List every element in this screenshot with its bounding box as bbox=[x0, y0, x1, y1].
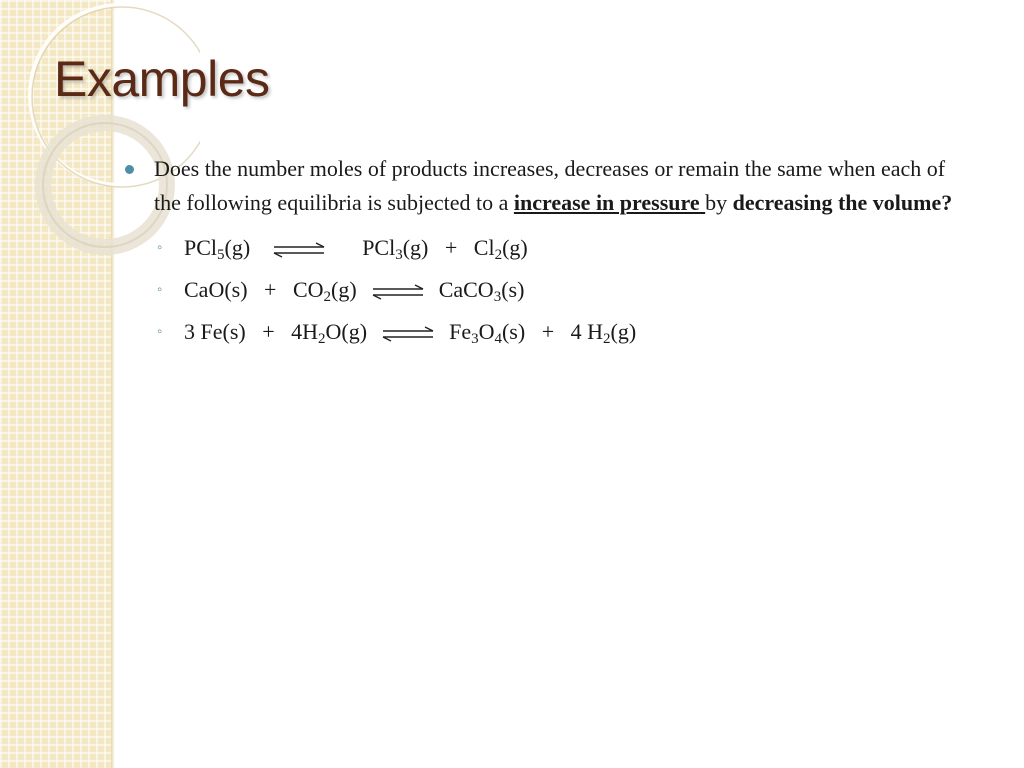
sub-bullet-icon: ◦ bbox=[157, 282, 163, 298]
subscript: 4 bbox=[494, 331, 502, 347]
equilibrium-arrow-icon bbox=[272, 235, 326, 260]
formula-text: (s) bbox=[501, 319, 526, 344]
sub-bullet-icon: ◦ bbox=[157, 240, 163, 256]
formula-text: 4 H bbox=[570, 319, 603, 344]
sub-bullet-icon: ◦ bbox=[157, 324, 163, 340]
question-text-2: by bbox=[705, 190, 733, 215]
subscript: 2 bbox=[494, 247, 503, 263]
reaction-rhs bbox=[362, 235, 528, 263]
reaction-rhs bbox=[438, 277, 525, 305]
formula-text: (s) bbox=[501, 277, 525, 302]
formula-text: O bbox=[478, 319, 495, 344]
subscript: 3 bbox=[493, 289, 502, 305]
formula-text: (g) bbox=[610, 319, 637, 344]
reaction-lhs bbox=[184, 319, 368, 347]
question-emphasis-volume: decreasing the volume? bbox=[732, 190, 953, 215]
sidebar-pattern bbox=[0, 0, 113, 768]
equilibrium-arrow-icon bbox=[381, 319, 435, 344]
formula-text: 4H bbox=[291, 319, 319, 344]
formula-text: CO bbox=[292, 277, 324, 302]
plus-sign: + bbox=[525, 319, 571, 344]
question-bullet bbox=[120, 152, 970, 220]
question-text-1: Does the number moles of products increases, decreases or remain the same when each of the following equilibria is subjected to a bbox=[154, 156, 946, 215]
formula-text: (g) bbox=[331, 277, 357, 302]
formula-text: (g) bbox=[502, 235, 528, 260]
formula-text: Cl bbox=[473, 235, 495, 260]
subscript: 2 bbox=[323, 289, 332, 305]
reaction-lhs bbox=[184, 277, 357, 305]
bullet-dot-icon bbox=[125, 165, 134, 174]
formula-text: O(g) bbox=[325, 319, 368, 344]
subscript: 2 bbox=[603, 331, 611, 347]
subscript: 5 bbox=[217, 247, 225, 263]
equilibrium-arrow-icon bbox=[371, 277, 425, 302]
formula-text: Fe bbox=[449, 319, 472, 344]
plus-sign: + bbox=[245, 319, 292, 344]
plus-sign: + bbox=[247, 277, 293, 302]
question-text bbox=[154, 156, 952, 215]
reaction-item bbox=[120, 228, 970, 270]
formula-text: PCl bbox=[184, 235, 218, 260]
formula-text: (g) bbox=[224, 235, 251, 260]
reaction-lhs bbox=[184, 235, 251, 263]
subscript: 3 bbox=[471, 331, 479, 347]
formula-text: PCl bbox=[362, 235, 396, 260]
plus-sign: + bbox=[428, 235, 474, 260]
reaction-list bbox=[120, 228, 970, 354]
question-emphasis-pressure: increase in pressure bbox=[513, 190, 706, 215]
slide-title: Examples bbox=[54, 51, 270, 107]
formula-text: (g) bbox=[402, 235, 429, 260]
formula-text: 3 Fe(s) bbox=[184, 319, 246, 344]
reaction-item bbox=[120, 312, 970, 354]
reaction-rhs bbox=[449, 319, 637, 347]
formula-text: CaCO bbox=[438, 277, 494, 302]
subscript: 2 bbox=[318, 331, 326, 347]
reaction-item bbox=[120, 270, 970, 312]
sidebar-edge bbox=[111, 0, 115, 768]
slide-content bbox=[120, 152, 970, 354]
formula-text: CaO(s) bbox=[184, 277, 248, 302]
subscript: 3 bbox=[395, 247, 403, 263]
